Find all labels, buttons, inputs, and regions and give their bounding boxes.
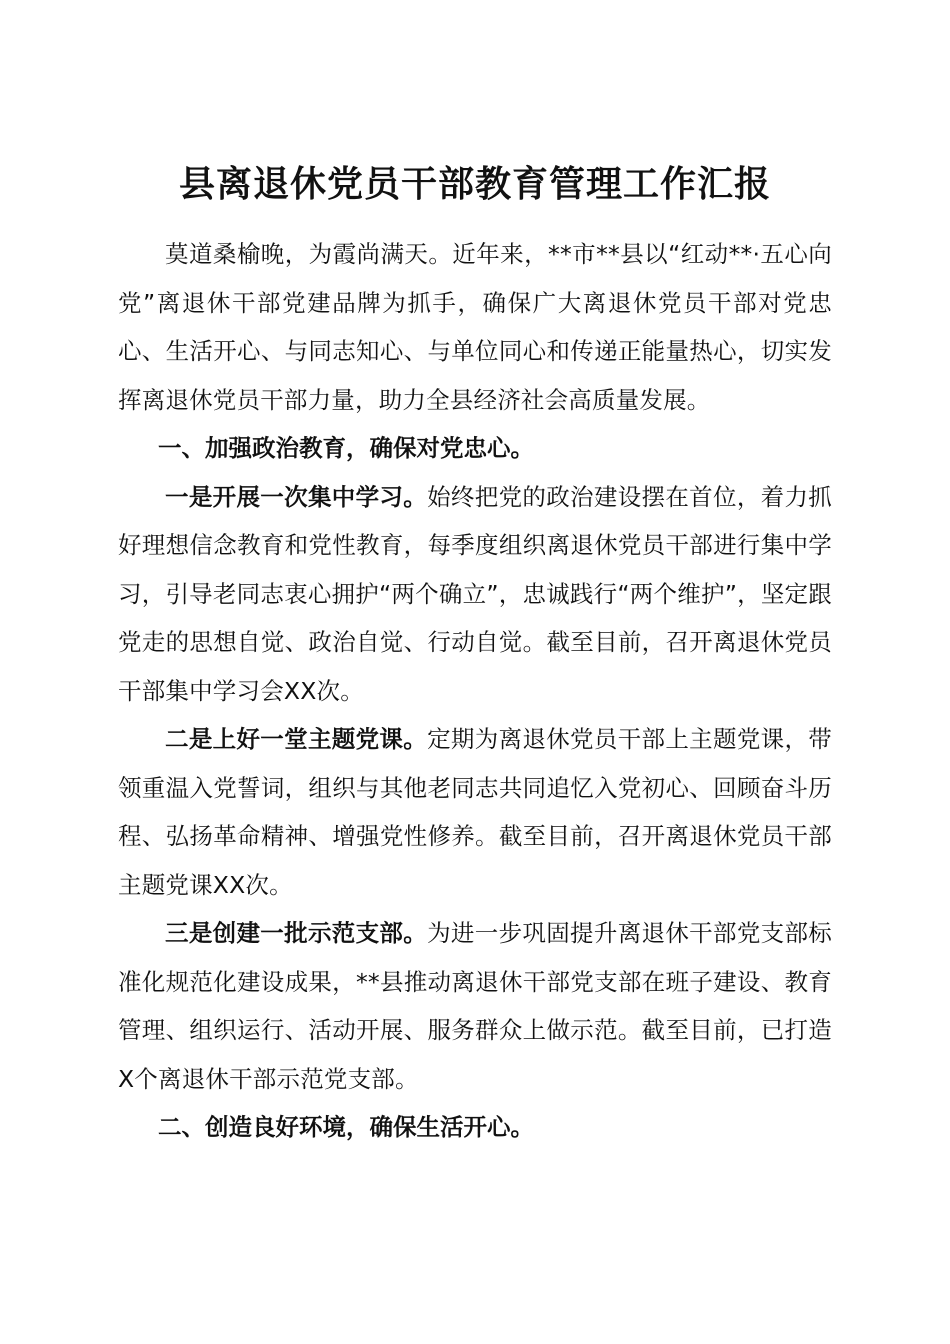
item-text-1: 始终把党的政治建设摆在首位，着力抓好理想信念教育和党性教育，每季度组织离退休党员干部进行集中学习，引导老同志衷心拥护“两个确立”，忠诚践行“两个维护”，坚定跟党走的思想自觉、政治自觉、行动自觉。截至目前，召开离退休党员干部集中学习会XX次。 xyxy=(118,482,833,705)
item-text-2: 定期为离退休党员干部上主题党课，带领重温入党誓词，组织与其他老同志共同追忆入党初心、回顾奋斗历程、弘扬革命精神、增强党性修养。截至目前，召开离退休党员干部主题党课XX次。 xyxy=(118,725,833,899)
intro-paragraph: 莫道桑榆晚，为霞尚满天。近年来，**市**县以“红动**·五心向党”离退休干部党建品牌为抓手，确保广大离退休党员干部对党忠心、生活开心、与同志知心、与单位同心和传递正能量热心，切实发挥离退休党员干部力量，助力全县经济社会高质量发展。 xyxy=(118,240,832,414)
item-lead-3: 三是创建一批示范支部。 xyxy=(165,919,428,947)
section-heading-1: 一、加强政治教育，确保对党忠心。 xyxy=(158,434,534,462)
item-paragraph-1 xyxy=(118,473,832,716)
document-title: 县离退休党员干部教育管理工作汇报 xyxy=(178,163,771,206)
item-paragraph-3 xyxy=(118,909,832,1103)
section-heading-2: 二、创造良好环境，确保生活开心。 xyxy=(158,1113,534,1141)
item-text-3: 为进一步巩固提升离退休干部党支部标准化规范化建设成果，**县推动离退休干部党支部在班子建设、教育管理、组织运行、活动开展、服务群众上做示范。截至目前，已打造X个离退休干部示范党支部。 xyxy=(118,919,833,1093)
item-paragraph-2 xyxy=(118,715,832,909)
item-lead-1: 一是开展一次集中学习。 xyxy=(165,482,428,511)
item-lead-2: 二是上好一堂主题党课。 xyxy=(165,725,428,753)
document-body xyxy=(118,230,832,1152)
